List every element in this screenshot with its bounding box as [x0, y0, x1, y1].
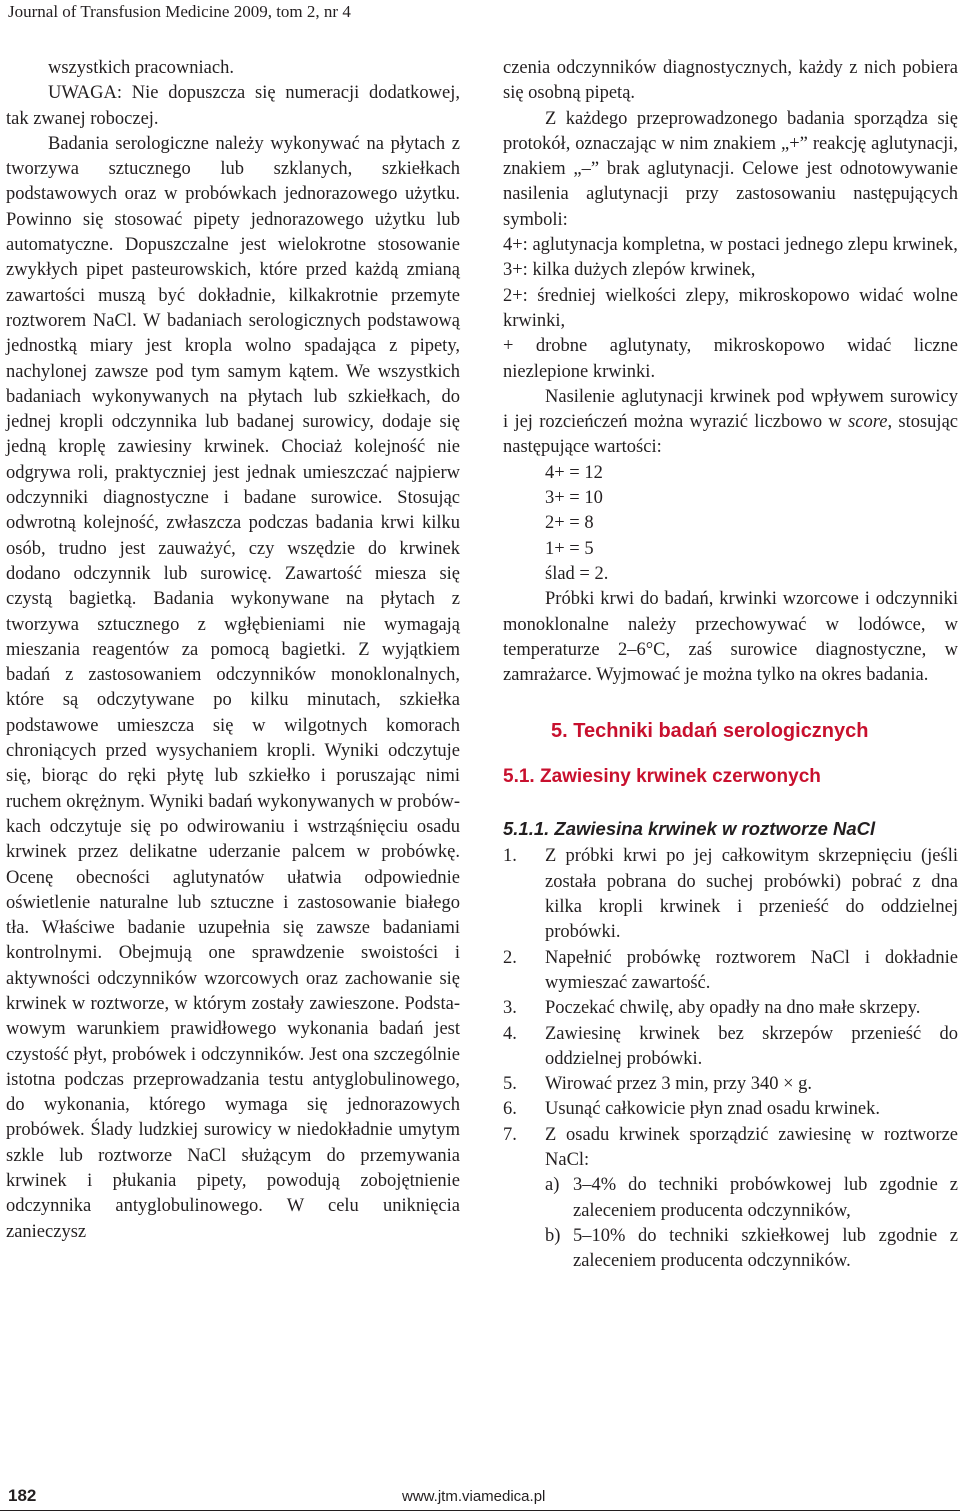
step-text: Napełnić probówkę roztworem NaCl i dokładnie wymieszać zawartość. [545, 947, 958, 993]
journal-url[interactable]: www.jtm.viamedica.pl [402, 1488, 546, 1505]
subsubsection-heading: 5.1.1. Zawiesina krwinek w roztworze NaCl [503, 818, 876, 840]
procedure-step [503, 996, 958, 1021]
procedure-step [503, 1022, 958, 1073]
symbol-item: + drobne aglutynaty, mikroskopowo widać liczne niezlepione krwinki. [503, 336, 958, 382]
score-value: 1+ = 5 [545, 538, 594, 559]
step-text: Z osadu krwinek sporządzić zawiesinę w roztworze NaCl: [545, 1124, 958, 1170]
paragraph-continuation-right: czenia odczynników diagnostycznych, każdy z nich pobiera się osobną pipetą. [503, 58, 958, 104]
step-text: Poczekać chwilę, aby opadły na dno małe skrzepy. [545, 998, 921, 1019]
subsection-heading: 5.1. Zawiesiny krwinek czerwonych [503, 766, 821, 788]
score-term: score [848, 412, 888, 433]
procedure-step [503, 844, 958, 945]
procedure-substep [545, 1224, 958, 1275]
procedure-substep [545, 1173, 958, 1224]
paragraph-methods: Badania serologiczne należy wykonywać na płytach z tworzywa sztucznego lub szklanych, szkiełkach podstawowych oraz w probówkach jednorazowego użytku. Powinno się stosować pipety jednorazowego użytku lub automatyczne. Dopuszczalne jest wielokrotne stosowanie zwykłych pipet pasteurowskich, które przed każdą zmianą zawartości muszą być dokładnie, kilkakrotnie przemyte roztworem NaCl. W badaniach serologicznych podstawową jednostką miary jest kropla wolno spadająca z pipety, nachylonej zawsze pod tym samym kątem. We wszystkich badaniach wykonywanych na płytach lub szkiełkach, do jednej kropli odczynnika lub badanej surowicy, dodaje się jedną kroplę zawiesiny krwinek. Chociaż kolejność nie odgrywa roli, praktyczniej jest jednak umieszczać najpierw odczynniki diagnostyczne i badane surowice. Stosując odwrotną kolejność, zwłaszcza podczas badania krwi kilku osób, trudno jest zauważyć, czy wszędzie do krwinek dodano odczynnik lub surowicę. Zawartość miesza się czystą bagietką. Badania wykonywane na płytach z tworzywa sztucznego z wgłębieniami nie wymagają mieszania reagentów za pomocą bagietki. Z wyjątkiem badań z zastosowaniem odczynników monoklonalnych, które są odczytywane po kilku minutach, szkiełka podstawowe umieszcza się w wilgotnych komorach chroniących przed wysychaniem kropli. Wyniki odczytuje się, biorąc do ręki płytę lub szkiełko i poruszając nimi ruchem okrężnym. Wyniki badań wykonywanych w probówkach odczytuje się po odwirowaniu i wstrząśnięciu osadu krwinek przez delikatne uderzanie palcem w probówkę. Ocenę obecności aglutynatów ułatwia odpowiednie oświetlenie naturalne lub sztuczne i zastosowanie białego tła. Właściwe badanie uzupełnia się zawsze badaniami kontrolnymi. Obejmują one sprawdzenie swoistości i aktywności odczynników wzorcowych oraz zachowanie się krwinek w roztworze, w którym zostały zawieszone. Podstawowym warunkiem prawidłowego wykonania badań jest czystość płyt, probówek i odczynników. Jest ona szczególnie istotna podczas przeprowadzania testu antyglobulinowego, do wykonania, którego wymaga się jednorazowych probówek. Ślady ludzkiej surowicy w niedokładnie umytym szkle lub roztworze NaCl służącym do przemywania krwinek i płukania pipety, powodują zobojętnienie odczynnika antyglobulinowego. W celu uniknięcia zanieczysz [6, 133, 460, 1242]
paragraph-continuation: wszystkich pracowniach. [48, 58, 234, 78]
step-number: 4. [503, 1023, 517, 1044]
score-text-before: Nasilenie aglutynacji krwinek pod wpływem surowicy i jej rozcieńczeń można wyrazić liczbowo w [503, 386, 958, 433]
symbol-item: 4+: aglutynacja kompletna, w postaci jednego zlepu krwinek, [503, 235, 958, 256]
symbol-item: 3+: kilka dużych zlepów krwinek, [503, 260, 756, 281]
score-value: 4+ = 12 [545, 462, 603, 483]
step-number: 5. [503, 1074, 517, 1095]
score-value: 2+ = 8 [545, 513, 594, 534]
left-column [6, 56, 460, 1245]
step-number: 6. [503, 1099, 517, 1120]
paragraph-storage: Próbki krwi do badań, krwinki wzorcowe i odczynniki monoklonalne należy przechowywać w lodówce, w temperaturze 2–6°C, zaś surowice diagnostyczne, w zamrażarce. Wyjmować je można tylko na okres badania. [503, 589, 958, 686]
score-value: ślad = 2. [545, 563, 609, 584]
step-number: 1. [503, 846, 517, 867]
procedure-step [503, 1097, 958, 1122]
paragraph-score [503, 385, 958, 461]
substep-letter: b) [545, 1225, 561, 1246]
step-number: 3. [503, 998, 517, 1019]
procedure-step [503, 946, 958, 997]
procedure-substeps [545, 1173, 958, 1274]
step-number: 7. [503, 1124, 517, 1145]
step-text: Z próbki krwi po jej całkowitym skrzepnięciu (jeśli została pobrana do suchej probówki) pobrać z dna kilka kropli krwinek i przenieść do oddzielnej probówki. [545, 846, 958, 943]
substep-letter: a) [545, 1175, 560, 1196]
page-number: 182 [8, 1486, 37, 1505]
score-value: 3+ = 10 [545, 488, 603, 509]
procedure-steps [503, 844, 958, 1274]
paragraph-note: UWAGA: Nie dopuszcza się numeracji dodatkowej, tak zwanej roboczej. [6, 83, 460, 129]
section-heading: 5. Techniki badań serologicznych [551, 720, 869, 743]
substep-text: 5–10% do techniki szkiełkowej lub zgodnie z zaleceniem producenta odczynników. [573, 1225, 958, 1272]
step-text: Zawiesinę krwinek bez skrzepów przenieść do oddzielnej probówki. [545, 1023, 958, 1069]
score-values [503, 461, 958, 587]
symbol-list [503, 233, 958, 385]
procedure-step [503, 1123, 958, 1275]
step-text: Usunąć całkowicie płyn znad osadu krwinek. [545, 1099, 880, 1120]
running-head: Journal of Transfusion Medicine 2009, tom 2, nr 4 [8, 2, 351, 21]
step-number: 2. [503, 947, 517, 968]
substep-text: 3–4% do techniki probówkowej lub zgodnie z zaleceniem producenta odczynników, [573, 1175, 958, 1221]
footer-rule [0, 1510, 960, 1511]
score-text-after: , stosując następujące wartości: [503, 412, 958, 458]
step-text: Wirować przez 3 min, przy 340 × g. [545, 1074, 813, 1095]
symbol-item: 2+: średniej wielkości zlepy, mikroskopowo widać wolne krwinki, [503, 285, 958, 331]
paragraph-protocol: Z każdego przeprowadzonego badania sporządza się protokół, oznaczając w nim znakiem „+” reakcję aglutynacji, znakiem „–” brak aglutynacji. Celowe jest odnotowywanie nasilenia aglutynacji przy zastosowaniu następujących symboli: [503, 108, 958, 230]
procedure-step [503, 1072, 958, 1097]
right-column [503, 56, 958, 1274]
